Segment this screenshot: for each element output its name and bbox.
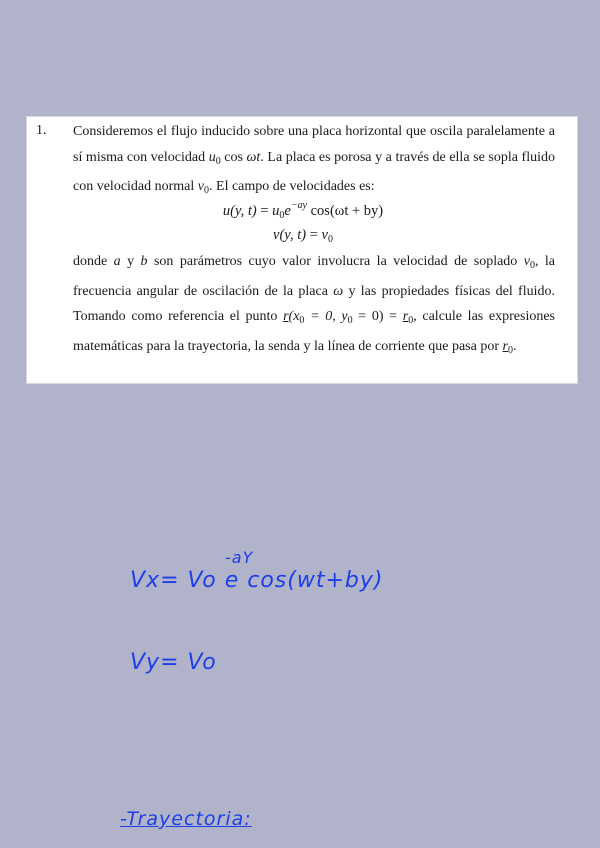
handwritten-vx-exponent: -aY xyxy=(225,548,254,567)
eq-sub: 0 xyxy=(279,210,285,221)
text-segment: , la frecuencia angular de oscilación de la placa xyxy=(73,254,556,299)
math-sub: 0 xyxy=(215,155,221,167)
eq-lhs: v(y, t) xyxy=(273,227,307,243)
math-point: = 0, y xyxy=(304,309,348,324)
text-segment: y las propiedades físicas del fluido. Tomando como referencia el punto xyxy=(73,283,555,324)
problem-statement-2 xyxy=(73,249,555,363)
equation-u xyxy=(27,200,579,221)
eq-exponent: −ay xyxy=(290,200,307,211)
math-omega: ω xyxy=(333,283,344,299)
math-r: r xyxy=(283,309,289,324)
handwritten-trayectoria: -Trayectoria: xyxy=(120,808,252,830)
math-a: a xyxy=(113,254,121,269)
math-v: v xyxy=(197,179,205,194)
problem-number: 1. xyxy=(36,123,47,138)
handwritten-vx-tail: cos(wt+by) xyxy=(239,568,384,593)
math-sub: 0 xyxy=(507,344,513,356)
text-segment: y xyxy=(120,254,141,269)
handwritten-vx xyxy=(130,548,384,593)
math-point: = 0) = xyxy=(352,309,403,324)
math-r0: r xyxy=(402,309,409,324)
eq-cos-term: cos(ωt + by) xyxy=(307,203,384,219)
text-segment: . El campo de velocidades es: xyxy=(209,179,375,194)
math-r0: r xyxy=(502,338,508,354)
math-sub: 0 xyxy=(204,185,210,196)
math-sub: 0 xyxy=(529,260,535,271)
text-segment: . La placa es porosa y a través de ella se sopla fluido con velocidad normal xyxy=(73,149,555,194)
math-omega-t: ωt xyxy=(246,149,261,165)
eq-lhs: u(y, t) xyxy=(222,203,257,219)
math-b: b xyxy=(140,254,148,269)
eq-v: v xyxy=(321,227,328,243)
eq-equals: = xyxy=(306,227,322,243)
handwritten-vy: Vy= Vo xyxy=(130,650,217,675)
problem-statement xyxy=(73,119,555,204)
text-segment: . xyxy=(512,338,517,354)
math-sub: 0 xyxy=(347,315,353,326)
math-v: v xyxy=(523,254,530,269)
math-sub: 0 xyxy=(408,315,414,326)
math-sub: 0 xyxy=(299,315,305,326)
text-segment: son parámetros cuyo valor involucra la velocidad de soplado xyxy=(147,254,524,269)
eq-e: e xyxy=(284,203,291,219)
problem-card xyxy=(26,116,578,384)
math-point: (x xyxy=(288,309,300,324)
handwritten-vx-main: Vx= Vo e xyxy=(130,568,240,593)
equation-v xyxy=(27,227,579,245)
eq-sub: 0 xyxy=(327,234,333,245)
math-u: u xyxy=(208,149,216,165)
eq-u: u xyxy=(272,203,280,219)
math-cos: cos xyxy=(220,149,247,165)
eq-equals: = xyxy=(256,203,273,219)
text-segment: donde xyxy=(73,254,114,269)
text-segment: , calcule las expresiones matemáticas para la trayectoria, la senda y la línea de corriente que pasa por xyxy=(73,309,555,354)
text-segment: Consideremos el flujo inducido sobre una placa horizontal que oscila paralelamente a sí misma con velocidad xyxy=(73,124,555,165)
